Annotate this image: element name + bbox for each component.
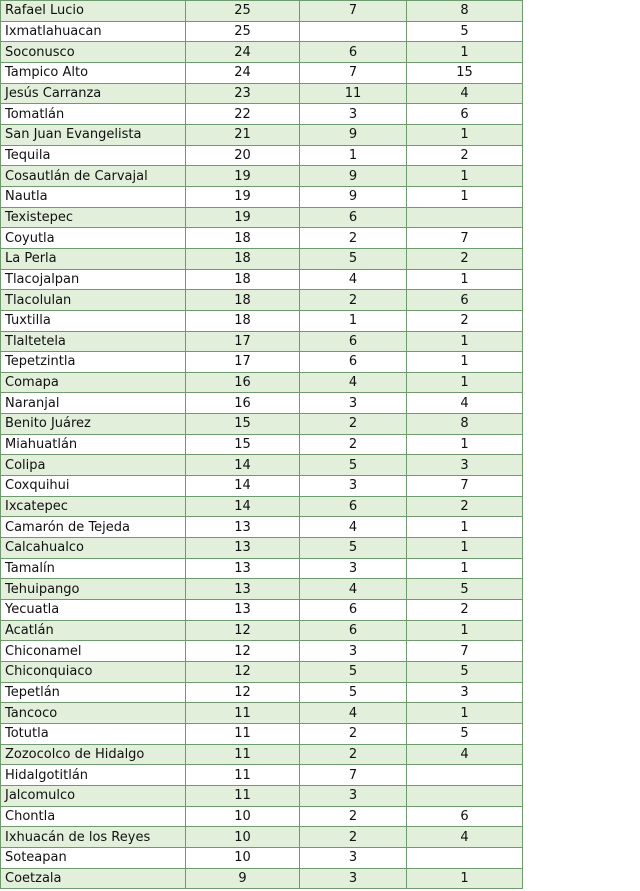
municipality-cell: Hidalgotitlán [1, 765, 186, 786]
municipality-cell: Tuxtilla [1, 310, 186, 331]
value-cell-1: 20 [186, 145, 300, 166]
value-cell-1: 18 [186, 248, 300, 269]
value-cell-2: 4 [300, 703, 407, 724]
table-row [1, 186, 523, 207]
value-cell-1: 11 [186, 744, 300, 765]
municipality-cell: Coetzala [1, 868, 186, 889]
table-row [1, 806, 523, 827]
municipality-cell: Chiconquiaco [1, 662, 186, 683]
value-cell-3: 7 [407, 228, 523, 249]
value-cell-3: 1 [407, 186, 523, 207]
municipality-cell: Soconusco [1, 42, 186, 63]
municipality-cell: Soteapan [1, 847, 186, 868]
municipality-cell: Tamalín [1, 558, 186, 579]
municipality-cell: Coyutla [1, 228, 186, 249]
value-cell-2: 2 [300, 723, 407, 744]
value-cell-1: 22 [186, 104, 300, 125]
table-row [1, 393, 523, 414]
municipality-cell: Totutla [1, 723, 186, 744]
value-cell-3: 2 [407, 145, 523, 166]
municipality-cell: Benito Juárez [1, 414, 186, 435]
value-cell-2: 5 [300, 455, 407, 476]
table-row [1, 703, 523, 724]
value-cell-1: 15 [186, 434, 300, 455]
value-cell-1: 18 [186, 310, 300, 331]
value-cell-1: 14 [186, 496, 300, 517]
value-cell-1: 12 [186, 682, 300, 703]
value-cell-1: 15 [186, 414, 300, 435]
municipality-cell: Tlacolulan [1, 290, 186, 311]
value-cell-1: 11 [186, 723, 300, 744]
municipality-cell: Tlacojalpan [1, 269, 186, 290]
value-cell-3: 1 [407, 269, 523, 290]
value-cell-2: 6 [300, 600, 407, 621]
value-cell-3: 5 [407, 723, 523, 744]
table-row [1, 145, 523, 166]
value-cell-2: 3 [300, 641, 407, 662]
value-cell-3: 1 [407, 166, 523, 187]
municipality-cell: San Juan Evangelista [1, 124, 186, 145]
municipality-cell: La Perla [1, 248, 186, 269]
value-cell-2: 2 [300, 827, 407, 848]
value-cell-3 [407, 785, 523, 806]
municipality-cell: Chontla [1, 806, 186, 827]
value-cell-1: 11 [186, 785, 300, 806]
value-cell-2: 2 [300, 228, 407, 249]
value-cell-2 [300, 21, 407, 42]
value-cell-3: 7 [407, 641, 523, 662]
value-cell-1: 10 [186, 806, 300, 827]
table-row [1, 290, 523, 311]
value-cell-1: 13 [186, 579, 300, 600]
value-cell-1: 19 [186, 186, 300, 207]
value-cell-3: 1 [407, 331, 523, 352]
value-cell-2: 6 [300, 496, 407, 517]
value-cell-3: 1 [407, 558, 523, 579]
value-cell-1: 12 [186, 641, 300, 662]
table-row [1, 620, 523, 641]
table-row [1, 372, 523, 393]
value-cell-1: 21 [186, 124, 300, 145]
value-cell-3: 2 [407, 496, 523, 517]
value-cell-2: 3 [300, 393, 407, 414]
municipality-cell: Miahuatlán [1, 434, 186, 455]
value-cell-3: 3 [407, 682, 523, 703]
value-cell-3: 1 [407, 434, 523, 455]
municipality-cell: Acatlán [1, 620, 186, 641]
value-cell-3: 6 [407, 806, 523, 827]
value-cell-3: 1 [407, 868, 523, 889]
value-cell-3: 5 [407, 579, 523, 600]
table-row [1, 269, 523, 290]
value-cell-3: 1 [407, 538, 523, 559]
value-cell-3: 8 [407, 1, 523, 22]
value-cell-3: 7 [407, 476, 523, 497]
value-cell-2: 1 [300, 310, 407, 331]
value-cell-3 [407, 847, 523, 868]
value-cell-1: 24 [186, 42, 300, 63]
value-cell-1: 18 [186, 290, 300, 311]
value-cell-2: 3 [300, 104, 407, 125]
value-cell-3 [407, 765, 523, 786]
value-cell-2: 6 [300, 331, 407, 352]
value-cell-1: 19 [186, 207, 300, 228]
value-cell-2: 9 [300, 124, 407, 145]
value-cell-1: 17 [186, 352, 300, 373]
value-cell-1: 18 [186, 228, 300, 249]
value-cell-3: 2 [407, 310, 523, 331]
value-cell-3: 4 [407, 744, 523, 765]
municipality-cell: Tampico Alto [1, 62, 186, 83]
municipality-cell: Tepetlán [1, 682, 186, 703]
value-cell-2: 6 [300, 352, 407, 373]
value-cell-3 [407, 207, 523, 228]
value-cell-3: 1 [407, 703, 523, 724]
value-cell-3: 5 [407, 21, 523, 42]
municipality-cell: Ixcatepec [1, 496, 186, 517]
table-row [1, 228, 523, 249]
value-cell-2: 3 [300, 847, 407, 868]
table-row [1, 641, 523, 662]
value-cell-1: 18 [186, 269, 300, 290]
municipality-cell: Chiconamel [1, 641, 186, 662]
table-row [1, 331, 523, 352]
value-cell-1: 10 [186, 847, 300, 868]
value-cell-1: 13 [186, 538, 300, 559]
table-row [1, 352, 523, 373]
table-row [1, 847, 523, 868]
table-row [1, 455, 523, 476]
value-cell-3: 8 [407, 414, 523, 435]
value-cell-2: 1 [300, 145, 407, 166]
value-cell-2: 7 [300, 765, 407, 786]
municipality-cell: Jalcomulco [1, 785, 186, 806]
municipality-cell: Tehuipango [1, 579, 186, 600]
municipality-cell: Jesús Carranza [1, 83, 186, 104]
value-cell-3: 1 [407, 42, 523, 63]
value-cell-1: 9 [186, 868, 300, 889]
table-row [1, 62, 523, 83]
municipality-cell: Comapa [1, 372, 186, 393]
municipality-cell: Tomatlán [1, 104, 186, 125]
value-cell-3: 2 [407, 600, 523, 621]
value-cell-2: 2 [300, 806, 407, 827]
value-cell-2: 6 [300, 620, 407, 641]
table-row [1, 21, 523, 42]
table-row [1, 1, 523, 22]
value-cell-2: 3 [300, 868, 407, 889]
value-cell-3: 15 [407, 62, 523, 83]
value-cell-1: 12 [186, 662, 300, 683]
table-row [1, 538, 523, 559]
value-cell-1: 14 [186, 455, 300, 476]
value-cell-3: 3 [407, 455, 523, 476]
value-cell-2: 3 [300, 476, 407, 497]
value-cell-2: 5 [300, 662, 407, 683]
value-cell-1: 13 [186, 600, 300, 621]
value-cell-2: 2 [300, 414, 407, 435]
table-row [1, 723, 523, 744]
table-row [1, 517, 523, 538]
table-row [1, 124, 523, 145]
value-cell-2: 4 [300, 269, 407, 290]
value-cell-2: 3 [300, 558, 407, 579]
value-cell-2: 9 [300, 186, 407, 207]
value-cell-2: 5 [300, 682, 407, 703]
table-row [1, 434, 523, 455]
value-cell-3: 1 [407, 352, 523, 373]
municipality-cell: Coxquihui [1, 476, 186, 497]
value-cell-2: 2 [300, 744, 407, 765]
municipality-cell: Ixmatlahuacan [1, 21, 186, 42]
table-row [1, 765, 523, 786]
municipality-cell: Tequila [1, 145, 186, 166]
value-cell-1: 11 [186, 703, 300, 724]
value-cell-2: 4 [300, 517, 407, 538]
value-cell-1: 12 [186, 620, 300, 641]
value-cell-1: 16 [186, 393, 300, 414]
table-row [1, 166, 523, 187]
municipality-cell: Ixhuacán de los Reyes [1, 827, 186, 848]
value-cell-2: 5 [300, 538, 407, 559]
table-row [1, 42, 523, 63]
table-row [1, 104, 523, 125]
municipality-cell: Tepetzintla [1, 352, 186, 373]
table-row [1, 600, 523, 621]
municipality-cell: Colipa [1, 455, 186, 476]
table-row [1, 682, 523, 703]
value-cell-3: 4 [407, 393, 523, 414]
municipality-cell: Nautla [1, 186, 186, 207]
value-cell-1: 13 [186, 517, 300, 538]
value-cell-2: 6 [300, 42, 407, 63]
value-cell-3: 6 [407, 290, 523, 311]
value-cell-2: 2 [300, 290, 407, 311]
table-row [1, 248, 523, 269]
value-cell-3: 2 [407, 248, 523, 269]
table-row [1, 207, 523, 228]
municipality-cell: Rafael Lucio [1, 1, 186, 22]
value-cell-1: 16 [186, 372, 300, 393]
value-cell-1: 10 [186, 827, 300, 848]
municipality-cell: Camarón de Tejeda [1, 517, 186, 538]
value-cell-2: 4 [300, 579, 407, 600]
municipality-cell: Calcahualco [1, 538, 186, 559]
table-row [1, 579, 523, 600]
table-row [1, 496, 523, 517]
municipality-cell: Zozocolco de Hidalgo [1, 744, 186, 765]
value-cell-2: 7 [300, 1, 407, 22]
table-row [1, 827, 523, 848]
value-cell-3: 1 [407, 372, 523, 393]
value-cell-1: 24 [186, 62, 300, 83]
value-cell-3: 1 [407, 124, 523, 145]
table-row [1, 83, 523, 104]
value-cell-3: 4 [407, 827, 523, 848]
value-cell-2: 11 [300, 83, 407, 104]
table-row [1, 744, 523, 765]
value-cell-2: 6 [300, 207, 407, 228]
value-cell-3: 4 [407, 83, 523, 104]
table-row [1, 414, 523, 435]
value-cell-2: 3 [300, 785, 407, 806]
value-cell-1: 25 [186, 1, 300, 22]
value-cell-3: 6 [407, 104, 523, 125]
value-cell-2: 4 [300, 372, 407, 393]
municipality-cell: Yecuatla [1, 600, 186, 621]
value-cell-1: 14 [186, 476, 300, 497]
value-cell-2: 9 [300, 166, 407, 187]
value-cell-1: 13 [186, 558, 300, 579]
value-cell-2: 2 [300, 434, 407, 455]
municipality-cell: Naranjal [1, 393, 186, 414]
value-cell-3: 5 [407, 662, 523, 683]
value-cell-1: 25 [186, 21, 300, 42]
municipality-cell: Tancoco [1, 703, 186, 724]
table-row [1, 785, 523, 806]
table-row [1, 310, 523, 331]
value-cell-1: 19 [186, 166, 300, 187]
table-row [1, 868, 523, 889]
value-cell-3: 1 [407, 620, 523, 641]
value-cell-3: 1 [407, 517, 523, 538]
table-row [1, 558, 523, 579]
municipality-cell: Tlaltetela [1, 331, 186, 352]
municipality-cell: Cosautlán de Carvajal [1, 166, 186, 187]
value-cell-2: 5 [300, 248, 407, 269]
table-row [1, 476, 523, 497]
value-cell-2: 7 [300, 62, 407, 83]
value-cell-1: 23 [186, 83, 300, 104]
value-cell-1: 11 [186, 765, 300, 786]
table-body [1, 1, 523, 889]
value-cell-1: 17 [186, 331, 300, 352]
table-row [1, 662, 523, 683]
municipality-cell: Texistepec [1, 207, 186, 228]
